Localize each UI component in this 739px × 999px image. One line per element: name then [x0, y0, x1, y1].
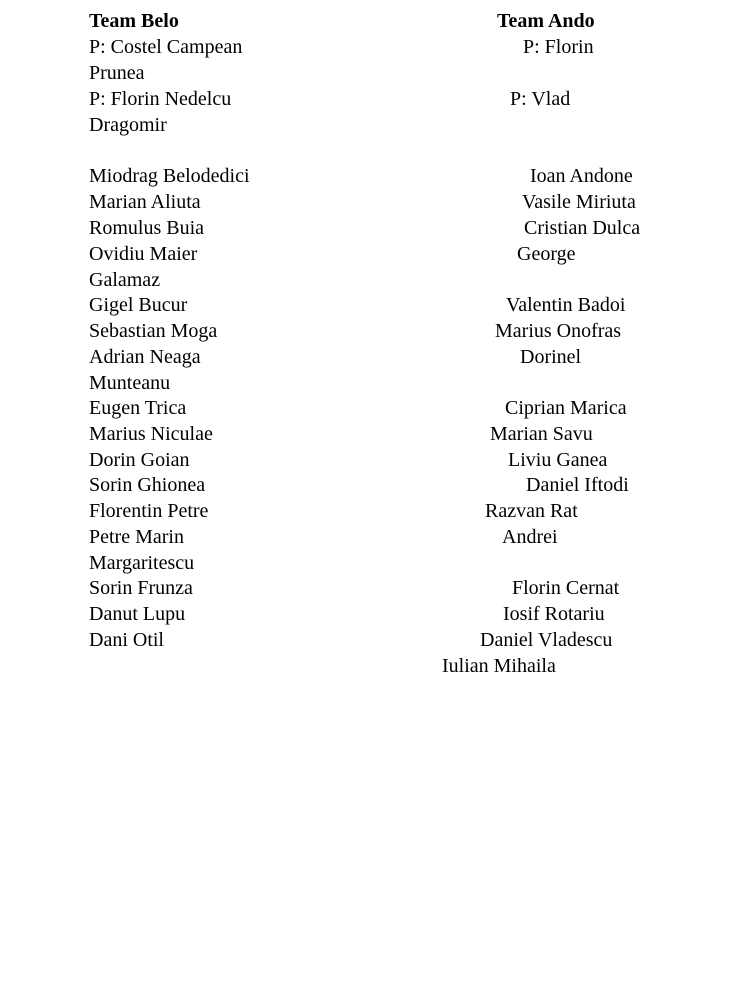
player-line: Gigel Bucur: [89, 294, 188, 316]
player-line: Adrian Neaga: [89, 346, 201, 368]
team-belo-coach-2: P: Florin Nedelcu: [89, 88, 232, 110]
team-belo-coach-2-wrap: Dragomir: [89, 114, 167, 136]
player-line: Petre Marin: [89, 526, 184, 548]
player-line: Dorin Goian: [89, 449, 190, 471]
player-line: Daniel Iftodi: [526, 474, 629, 496]
team-belo-heading: Team Belo: [89, 10, 179, 32]
player-line: Razvan Rat: [485, 500, 578, 522]
team-belo-coach-1: P: Costel Campean: [89, 36, 243, 58]
player-line: Valentin Badoi: [506, 294, 626, 316]
team-ando-heading: Team Ando: [497, 10, 595, 32]
player-line: Marius Niculae: [89, 423, 213, 445]
player-line: Danut Lupu: [89, 603, 186, 625]
player-line: Ovidiu Maier: [89, 243, 198, 265]
player-line: Florin Cernat: [512, 577, 620, 599]
player-line: Marian Aliuta: [89, 191, 201, 213]
player-line: Cristian Dulca: [524, 217, 641, 239]
player-line: Munteanu: [89, 372, 171, 394]
player-line: Iulian Mihaila: [442, 655, 556, 677]
player-line: Dorinel: [520, 346, 582, 368]
player-line: Sebastian Moga: [89, 320, 218, 342]
player-line: Iosif Rotariu: [503, 603, 605, 625]
team-belo-coach-1-wrap: Prunea: [89, 62, 145, 84]
player-line: Sorin Ghionea: [89, 474, 206, 496]
player-line: Margaritescu: [89, 552, 195, 574]
player-line: Florentin Petre: [89, 500, 209, 522]
player-line: George: [517, 243, 576, 265]
player-line: Eugen Trica: [89, 397, 187, 419]
player-line: Galamaz: [89, 269, 161, 291]
player-line: Liviu Ganea: [508, 449, 608, 471]
player-line: Romulus Buia: [89, 217, 205, 239]
player-line: Dani Otil: [89, 629, 164, 651]
player-line: Miodrag Belodedici: [89, 165, 250, 187]
player-line: Marius Onofras: [495, 320, 622, 342]
team-ando-coach-1: P: Florin: [523, 36, 594, 58]
player-line: Daniel Vladescu: [480, 629, 613, 651]
player-line: Marian Savu: [490, 423, 593, 445]
player-line: Andrei: [502, 526, 558, 548]
player-line: Sorin Frunza: [89, 577, 193, 599]
player-line: Ciprian Marica: [505, 397, 627, 419]
team-ando-coach-2: P: Vlad: [510, 88, 571, 110]
player-line: Ioan Andone: [530, 165, 633, 187]
player-line: Vasile Miriuta: [522, 191, 636, 213]
